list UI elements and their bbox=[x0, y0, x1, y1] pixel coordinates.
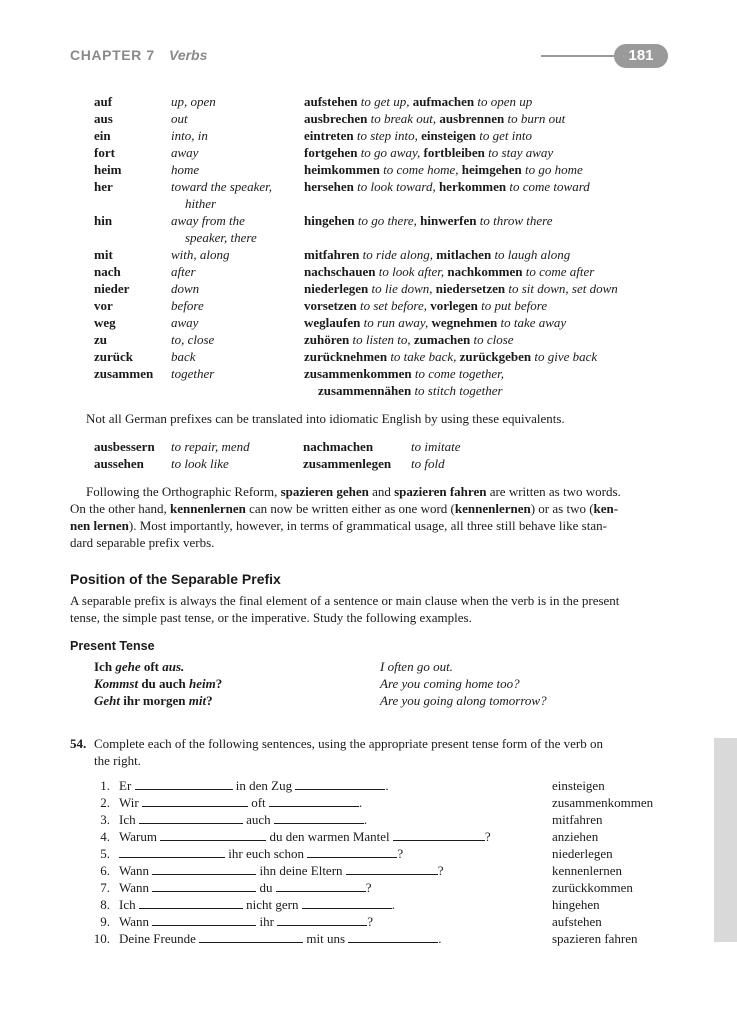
item-number: 7. bbox=[100, 880, 110, 895]
answer-blank[interactable] bbox=[295, 778, 385, 790]
prefix-word: nach bbox=[94, 264, 121, 279]
prefix-meaning: after bbox=[171, 264, 196, 279]
idiom-verb: ausbessern bbox=[94, 439, 155, 454]
item-sentence bbox=[119, 897, 395, 913]
answer-blank[interactable] bbox=[276, 880, 366, 892]
example-verb: zuhören bbox=[304, 332, 350, 347]
sentence-text: ? bbox=[437, 863, 444, 878]
german-example bbox=[94, 693, 213, 709]
sentence-text: . bbox=[385, 778, 389, 793]
text-run: are written as two words. bbox=[486, 484, 621, 499]
example-translation: to look after, bbox=[378, 264, 445, 279]
item-sentence bbox=[119, 880, 372, 896]
item-number: 4. bbox=[100, 829, 110, 844]
prefix-word: weg bbox=[94, 315, 116, 330]
item-verb: niederlegen bbox=[552, 846, 613, 861]
example-verb: vorsetzen bbox=[304, 298, 357, 313]
sentence-text: Warum bbox=[119, 829, 161, 844]
sentence-text: Er bbox=[119, 778, 135, 793]
item-number: 6. bbox=[100, 863, 110, 878]
prefix-meaning: back bbox=[171, 349, 196, 364]
text-run: ? bbox=[206, 693, 213, 708]
answer-blank[interactable] bbox=[152, 863, 256, 875]
example-translation: to come toward bbox=[509, 179, 590, 194]
idiom-verb: nachmachen bbox=[303, 439, 374, 454]
example-translation: to take away bbox=[500, 315, 567, 330]
answer-blank[interactable] bbox=[152, 880, 256, 892]
text-run: gehe bbox=[115, 659, 141, 674]
german-example bbox=[94, 676, 222, 692]
item-verb: aufstehen bbox=[552, 914, 602, 929]
answer-blank[interactable] bbox=[274, 812, 364, 824]
text-run: ? bbox=[215, 676, 223, 691]
item-sentence bbox=[119, 829, 491, 845]
text-run: du auch bbox=[138, 676, 190, 691]
example-verb: nachschauen bbox=[304, 264, 376, 279]
text-run: On the other hand, bbox=[70, 501, 171, 516]
item-verb: zurückkommen bbox=[552, 880, 633, 895]
prefix-example bbox=[304, 145, 553, 161]
prefix-meaning: before bbox=[171, 298, 204, 313]
example-verb: heimkommen bbox=[304, 162, 380, 177]
example-verb: wegnehmen bbox=[431, 315, 498, 330]
prefix-example bbox=[304, 281, 618, 297]
example-translation: to lie down, bbox=[371, 281, 433, 296]
reform-line bbox=[70, 518, 607, 534]
sentence-text: nicht gern bbox=[242, 897, 302, 912]
text-run: kennenlernen bbox=[170, 501, 246, 516]
example-translation: to get into bbox=[479, 128, 532, 143]
example-translation: to come home, bbox=[383, 162, 459, 177]
example-verb: fortbleiben bbox=[423, 145, 485, 160]
section-heading: Position of the Separable Prefix bbox=[70, 571, 281, 587]
prefix-example bbox=[304, 298, 547, 314]
answer-blank[interactable] bbox=[139, 812, 243, 824]
prefix-word: heim bbox=[94, 162, 122, 177]
sentence-text: ? bbox=[484, 829, 491, 844]
text-run: Ich bbox=[94, 659, 116, 674]
idiom-translation: to fold bbox=[411, 456, 445, 471]
text-run: ken- bbox=[593, 501, 619, 516]
item-verb: anziehen bbox=[552, 829, 599, 844]
example-translation: to stay away bbox=[488, 145, 554, 160]
sentence-text: . bbox=[363, 812, 368, 827]
answer-blank[interactable] bbox=[199, 931, 303, 943]
example-translation: to set before, bbox=[359, 298, 427, 313]
text-run: ). Most importantly, however, in terms of grammatical usage, all three still behave like stan- bbox=[128, 518, 607, 533]
example-verb: niederlegen bbox=[304, 281, 369, 296]
example-verb: vorlegen bbox=[430, 298, 478, 313]
example-translation: to burn out bbox=[507, 111, 566, 126]
prefix-example bbox=[304, 349, 597, 365]
example-verb: einsteigen bbox=[421, 128, 476, 143]
answer-blank[interactable] bbox=[346, 863, 438, 875]
item-number: 1. bbox=[100, 778, 110, 793]
chapter-title: Verbs bbox=[169, 47, 208, 63]
text-run: spazieren fahren bbox=[394, 484, 487, 499]
present-tense-heading: Present Tense bbox=[70, 639, 155, 653]
text-run: Following the Orthographic Reform, bbox=[86, 484, 281, 499]
reform-line bbox=[70, 535, 214, 551]
example-verb: hingehen bbox=[304, 213, 355, 228]
example-verb: eintreten bbox=[304, 128, 354, 143]
example-translation: to listen to, bbox=[352, 332, 411, 347]
sentence-text: oft bbox=[247, 795, 269, 810]
item-sentence bbox=[119, 914, 373, 930]
german-example bbox=[94, 659, 184, 675]
sentence-text: ? bbox=[367, 914, 373, 929]
prefix-meaning: together bbox=[171, 366, 215, 381]
example-verb: aufstehen bbox=[304, 94, 358, 109]
idiom-verb: zusammenlegen bbox=[303, 456, 392, 471]
example-translation: to go there, bbox=[357, 213, 417, 228]
idiom-translation: to look like bbox=[171, 456, 229, 471]
text-run: oft bbox=[140, 659, 163, 674]
example-verb: nachkommen bbox=[447, 264, 523, 279]
sentence-text: ? bbox=[365, 880, 372, 895]
example-verb: zurücknehmen bbox=[304, 349, 388, 364]
prefix-word: auf bbox=[94, 94, 113, 109]
example-verb: zusammennähen bbox=[318, 383, 412, 398]
item-verb: spazieren fahren bbox=[552, 931, 638, 946]
example-verb: fortgehen bbox=[304, 145, 358, 160]
example-translation: to ride along, bbox=[362, 247, 434, 262]
example-verb: mitfahren bbox=[304, 247, 360, 262]
example-translation: to give back bbox=[534, 349, 598, 364]
sentence-text: Ich bbox=[119, 897, 139, 912]
item-number: 3. bbox=[100, 812, 110, 827]
text-run: dard separable prefix verbs. bbox=[70, 535, 215, 550]
prefix-meaning: away from the bbox=[171, 213, 245, 228]
prefix-word: hin bbox=[94, 213, 113, 228]
sentence-text: Wann bbox=[119, 863, 153, 878]
answer-blank[interactable] bbox=[302, 897, 392, 909]
prefix-meaning: out bbox=[171, 111, 188, 126]
sentence-text: . bbox=[391, 897, 395, 912]
item-verb: einsteigen bbox=[552, 778, 605, 793]
prefix-meaning: toward the speaker, bbox=[171, 179, 272, 194]
prefix-word: mit bbox=[94, 247, 113, 262]
item-verb: zusammenkommen bbox=[552, 795, 654, 810]
text-run: aus. bbox=[162, 659, 185, 674]
example-verb: heimgehen bbox=[461, 162, 522, 177]
example-verb: zusammenkommen bbox=[304, 366, 412, 381]
answer-blank[interactable] bbox=[160, 829, 266, 841]
page-number: 181 bbox=[614, 44, 668, 68]
example-translation: to come after bbox=[525, 264, 595, 279]
example-translation: to step into, bbox=[356, 128, 418, 143]
side-thumb-tab bbox=[714, 738, 737, 942]
sentence-text: . bbox=[438, 931, 442, 946]
prefix-word: her bbox=[94, 179, 113, 194]
reform-line bbox=[86, 484, 621, 500]
sentence-text: Ich bbox=[119, 812, 139, 827]
example-translation: to take back, bbox=[390, 349, 457, 364]
answer-blank[interactable] bbox=[139, 897, 243, 909]
prefix-example bbox=[304, 247, 570, 263]
prefix-meaning: away bbox=[171, 145, 199, 160]
reform-line bbox=[70, 501, 618, 517]
prefix-meaning: speaker, there bbox=[185, 230, 257, 245]
item-sentence bbox=[119, 846, 403, 862]
item-sentence bbox=[119, 795, 362, 811]
item-number: 10. bbox=[93, 931, 110, 946]
prefix-example bbox=[304, 366, 504, 382]
answer-blank[interactable] bbox=[307, 846, 397, 858]
example-translation: to open up bbox=[477, 94, 533, 109]
prefix-example bbox=[304, 315, 566, 331]
prefix-meaning: into, in bbox=[171, 128, 208, 143]
item-verb: kennenlernen bbox=[552, 863, 623, 878]
sentence-text: Wann bbox=[119, 880, 153, 895]
section-body-line: A separable prefix is always the final element of a sentence or main clause when the verb is in the present bbox=[70, 593, 620, 608]
example-verb: hinwerfen bbox=[420, 213, 477, 228]
item-sentence bbox=[119, 863, 444, 879]
example-verb: aufmachen bbox=[412, 94, 475, 109]
text-run: kennenlernen bbox=[454, 501, 531, 516]
example-verb: zumachen bbox=[413, 332, 471, 347]
prefix-meaning: hither bbox=[185, 196, 217, 211]
prefix-meaning: down bbox=[171, 281, 200, 296]
example-translation: to sit down, set down bbox=[508, 281, 618, 296]
answer-blank[interactable] bbox=[269, 795, 359, 807]
note-text: Not all German prefixes can be translated into idiomatic English by using these equivalents. bbox=[86, 411, 565, 426]
text-run: ihr morgen bbox=[120, 693, 189, 708]
prefix-example bbox=[304, 213, 552, 229]
example-translation: to throw there bbox=[479, 213, 553, 228]
idiom-verb: aussehen bbox=[94, 456, 144, 471]
item-number: 2. bbox=[100, 795, 110, 810]
sentence-text: Wann bbox=[119, 914, 153, 929]
sentence-text: auch bbox=[242, 812, 274, 827]
item-number: 9. bbox=[100, 914, 110, 929]
exercise-number: 54. bbox=[70, 736, 87, 751]
example-translation: to laugh along bbox=[494, 247, 571, 262]
text-run: can now be written either as one word ( bbox=[245, 501, 455, 516]
example-translation: to put before bbox=[481, 298, 548, 313]
sentence-text: ihr bbox=[256, 914, 278, 929]
sentence-text: ? bbox=[397, 846, 404, 861]
sentence-text: . bbox=[358, 795, 363, 810]
text-run: ) or as two ( bbox=[530, 501, 594, 516]
example-verb: ausbrennen bbox=[439, 111, 505, 126]
sentence-text: ihn deine Eltern bbox=[256, 863, 346, 878]
example-translation: to come together, bbox=[414, 366, 505, 381]
prefix-example bbox=[304, 264, 594, 280]
sentence-text: Deine Freunde bbox=[119, 931, 200, 946]
example-verb: hersehen bbox=[304, 179, 354, 194]
item-number: 5. bbox=[100, 846, 110, 861]
prefix-word: nieder bbox=[94, 281, 130, 296]
english-translation: Are you coming home too? bbox=[380, 676, 520, 691]
example-translation: to go away, bbox=[360, 145, 421, 160]
answer-blank[interactable] bbox=[393, 829, 485, 841]
sentence-text: in den Zug bbox=[232, 778, 296, 793]
item-sentence bbox=[119, 812, 367, 828]
prefix-word: zurück bbox=[94, 349, 133, 364]
idiom-translation: to repair, mend bbox=[171, 439, 250, 454]
sentence-text: ihr euch schon bbox=[225, 846, 308, 861]
example-translation: to get up, bbox=[360, 94, 410, 109]
example-verb: zurückgeben bbox=[459, 349, 532, 364]
answer-blank[interactable] bbox=[142, 795, 248, 807]
item-number: 8. bbox=[100, 897, 110, 912]
prefix-example bbox=[304, 128, 532, 144]
prefix-example bbox=[304, 111, 565, 127]
english-translation: I often go out. bbox=[380, 659, 453, 674]
prefix-example bbox=[304, 332, 514, 348]
item-verb: hingehen bbox=[552, 897, 600, 912]
example-translation: to look toward, bbox=[357, 179, 436, 194]
prefix-example bbox=[304, 162, 583, 178]
text-run: spazieren gehen bbox=[280, 484, 369, 499]
english-translation: Are you going along tomorrow? bbox=[380, 693, 547, 708]
prefix-example bbox=[304, 179, 590, 195]
text-run: mit bbox=[188, 693, 207, 708]
prefix-meaning: with, along bbox=[171, 247, 230, 262]
answer-blank[interactable] bbox=[277, 914, 367, 926]
chapter-label: CHAPTER 7 bbox=[70, 47, 155, 63]
prefix-word: aus bbox=[94, 111, 113, 126]
text-run: nen lernen bbox=[70, 518, 129, 533]
section-body-line: tense, the simple past tense, or the imperative. Study the following examples. bbox=[70, 610, 472, 625]
text-run: Geht bbox=[94, 693, 120, 708]
example-translation: to run away, bbox=[363, 315, 429, 330]
example-verb: niedersetzen bbox=[435, 281, 506, 296]
example-verb: herkommen bbox=[438, 179, 507, 194]
example-translation: to break out, bbox=[370, 111, 437, 126]
text-run: Kommst bbox=[94, 676, 139, 691]
text-run: and bbox=[368, 484, 395, 499]
prefix-meaning: away bbox=[171, 315, 199, 330]
item-verb: mitfahren bbox=[552, 812, 603, 827]
answer-blank[interactable] bbox=[152, 914, 256, 926]
answer-blank[interactable] bbox=[348, 931, 438, 943]
prefix-meaning: up, open bbox=[171, 94, 216, 109]
answer-blank[interactable] bbox=[135, 778, 233, 790]
prefix-word: zu bbox=[94, 332, 107, 347]
example-translation: to close bbox=[473, 332, 514, 347]
sentence-text: Wir bbox=[119, 795, 142, 810]
prefix-word: fort bbox=[94, 145, 115, 160]
example-verb: mitlachen bbox=[436, 247, 492, 262]
prefix-word: zusammen bbox=[94, 366, 154, 381]
prefix-word: vor bbox=[94, 298, 113, 313]
prefix-meaning: to, close bbox=[171, 332, 215, 347]
prefix-example bbox=[318, 383, 503, 399]
instruction-line: Complete each of the following sentences, using the appropriate present tense form of the verb on bbox=[94, 736, 604, 751]
idiom-translation: to imitate bbox=[411, 439, 461, 454]
example-verb: weglaufen bbox=[304, 315, 361, 330]
sentence-text: mit uns bbox=[303, 931, 349, 946]
sentence-text: du bbox=[256, 880, 276, 895]
item-sentence bbox=[119, 931, 442, 947]
example-translation: to go home bbox=[525, 162, 583, 177]
prefix-word: ein bbox=[94, 128, 111, 143]
example-verb: ausbrechen bbox=[304, 111, 368, 126]
item-sentence bbox=[119, 778, 389, 794]
text-run: heim bbox=[189, 676, 216, 691]
prefix-meaning: home bbox=[171, 162, 200, 177]
answer-blank[interactable] bbox=[119, 846, 225, 858]
example-translation: to stitch together bbox=[414, 383, 503, 398]
instruction-line: the right. bbox=[94, 753, 141, 768]
sentence-text: du den warmen Mantel bbox=[266, 829, 393, 844]
prefix-example bbox=[304, 94, 532, 110]
